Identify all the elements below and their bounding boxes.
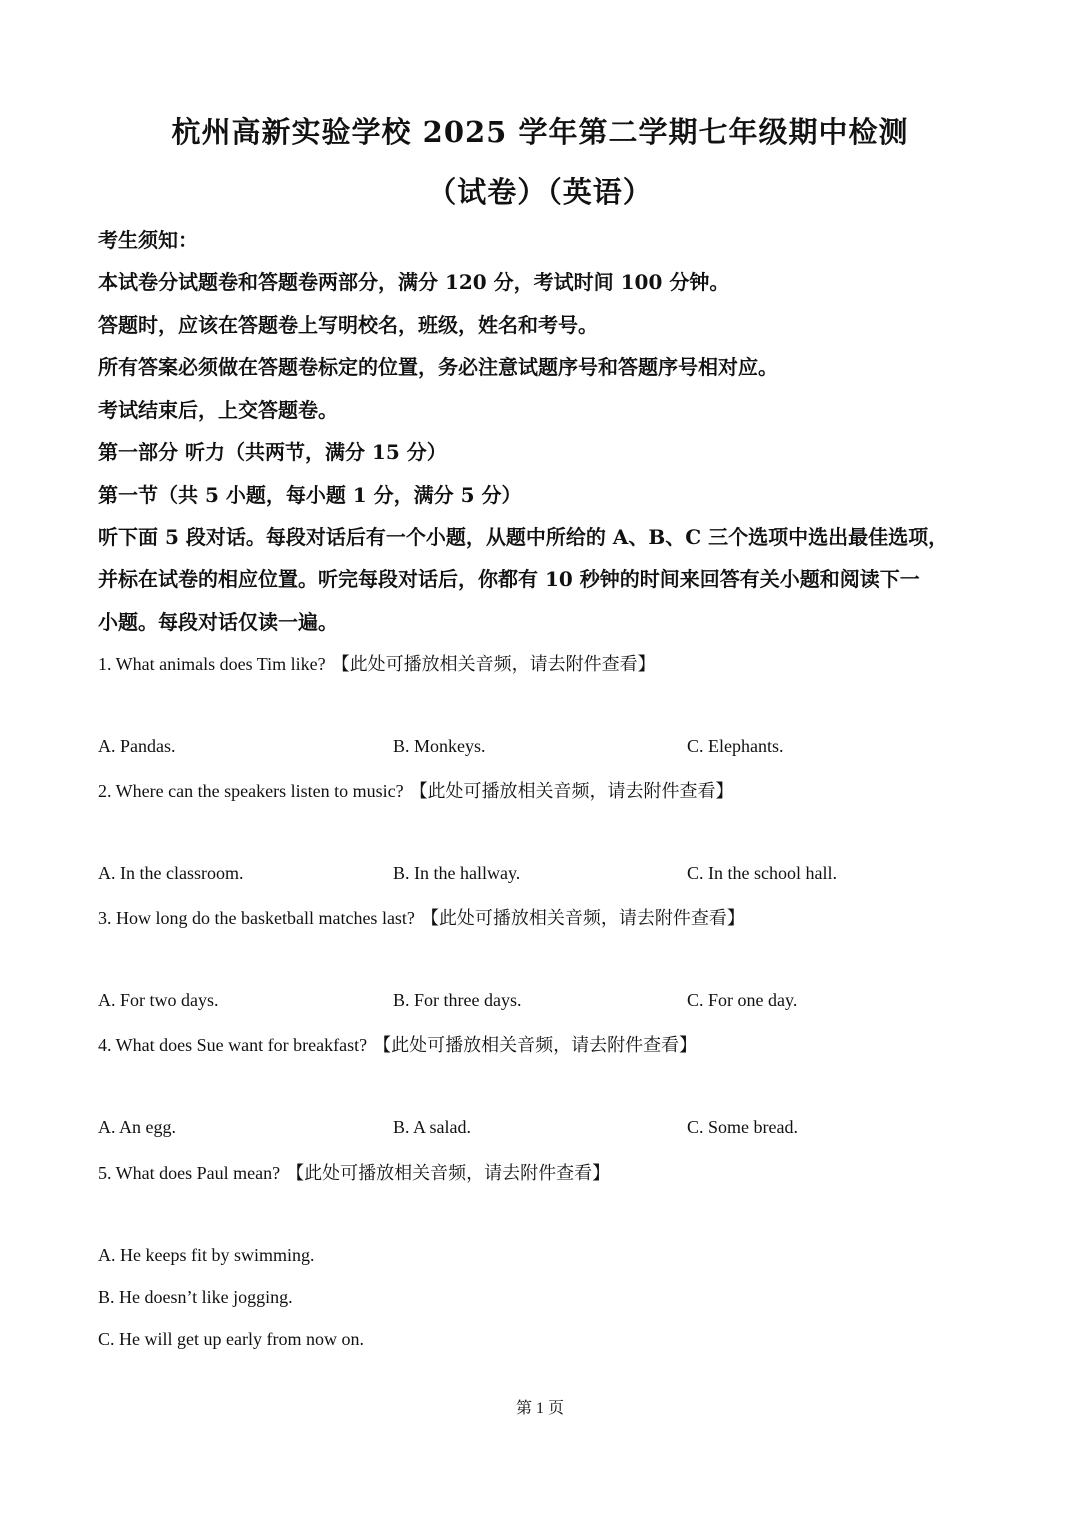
page-number: 第 1 页 — [515, 1400, 564, 1417]
audio-note: 【此处可播放相关音频，请去附件查看】 — [409, 781, 734, 801]
instruction-line: 并标在试卷的相应位置。听完每段对话后，你都有 10 秒钟的时间来回答有关小题和阅读下一 — [98, 567, 920, 591]
question-stem: 5. What does Paul mean? — [98, 1163, 281, 1183]
instruction-line: 小题。每段对话仅读一遍。 — [98, 610, 338, 634]
option-a: A. He keeps fit by swimming. — [98, 1245, 315, 1265]
question-stem: 4. What does Sue want for breakfast? — [98, 1035, 368, 1055]
audio-note: 【此处可播放相关音频，请去附件查看】 — [420, 908, 745, 928]
page-subtitle: （试卷）（英语） — [427, 175, 653, 209]
notice-heading: 考生须知： — [98, 228, 198, 252]
option-c: C. Elephants. — [687, 736, 784, 756]
question-4 — [98, 1031, 998, 1057]
question-3 — [98, 904, 998, 930]
question-stem: 1. What animals does Tim like? — [98, 654, 326, 674]
notice-line: 所有答案必须做在答题卷标定的位置，务必注意试题序号和答题序号相对应。 — [98, 355, 778, 379]
question-stem: 2. Where can the speakers listen to music? — [98, 781, 404, 801]
question-stem: 3. How long do the basketball matches last? — [98, 908, 415, 928]
notice-line: 本试卷分试题卷和答题卷两部分，满分 120 分，考试时间 100 分钟。 — [98, 270, 730, 294]
option-b: B. In the hallway. — [393, 863, 521, 883]
option-a: A. For two days. — [98, 990, 219, 1010]
question-1 — [98, 650, 998, 676]
option-b: B. Monkeys. — [393, 736, 486, 756]
option-c: C. Some bread. — [687, 1117, 798, 1137]
audio-note: 【此处可播放相关音频，请去附件查看】 — [373, 1035, 698, 1055]
option-a: A. An egg. — [98, 1117, 176, 1137]
page-title: 杭州高新实验学校 2025 学年第二学期七年级期中检测 — [171, 115, 909, 149]
option-b: B. For three days. — [393, 990, 522, 1010]
option-b: B. He doesn’t like jogging. — [98, 1287, 293, 1307]
option-a: A. Pandas. — [98, 736, 176, 756]
option-c: C. For one day. — [687, 990, 798, 1010]
section-sub-heading: 第一节（共 5 小题，每小题 1 分，满分 5 分） — [98, 483, 522, 507]
notice-line: 考试结束后，上交答题卷。 — [98, 398, 338, 422]
audio-note: 【此处可播放相关音频，请去附件查看】 — [286, 1163, 611, 1183]
audio-note: 【此处可播放相关音频，请去附件查看】 — [331, 654, 656, 674]
section-part-heading: 第一部分 听力（共两节，满分 15 分） — [98, 440, 447, 464]
notice-line: 答题时，应该在答题卷上写明校名，班级，姓名和考号。 — [98, 313, 598, 337]
question-2 — [98, 777, 998, 803]
option-c: C. He will get up early from now on. — [98, 1329, 364, 1349]
option-c: C. In the school hall. — [687, 863, 837, 883]
instruction-line: 听下面 5 段对话。每段对话后有一个小题，从题中所给的 A、B、C 三个选项中选出最佳选项， — [98, 525, 949, 549]
option-a: A. In the classroom. — [98, 863, 244, 883]
question-5 — [98, 1159, 998, 1185]
option-b: B. A salad. — [393, 1117, 472, 1137]
